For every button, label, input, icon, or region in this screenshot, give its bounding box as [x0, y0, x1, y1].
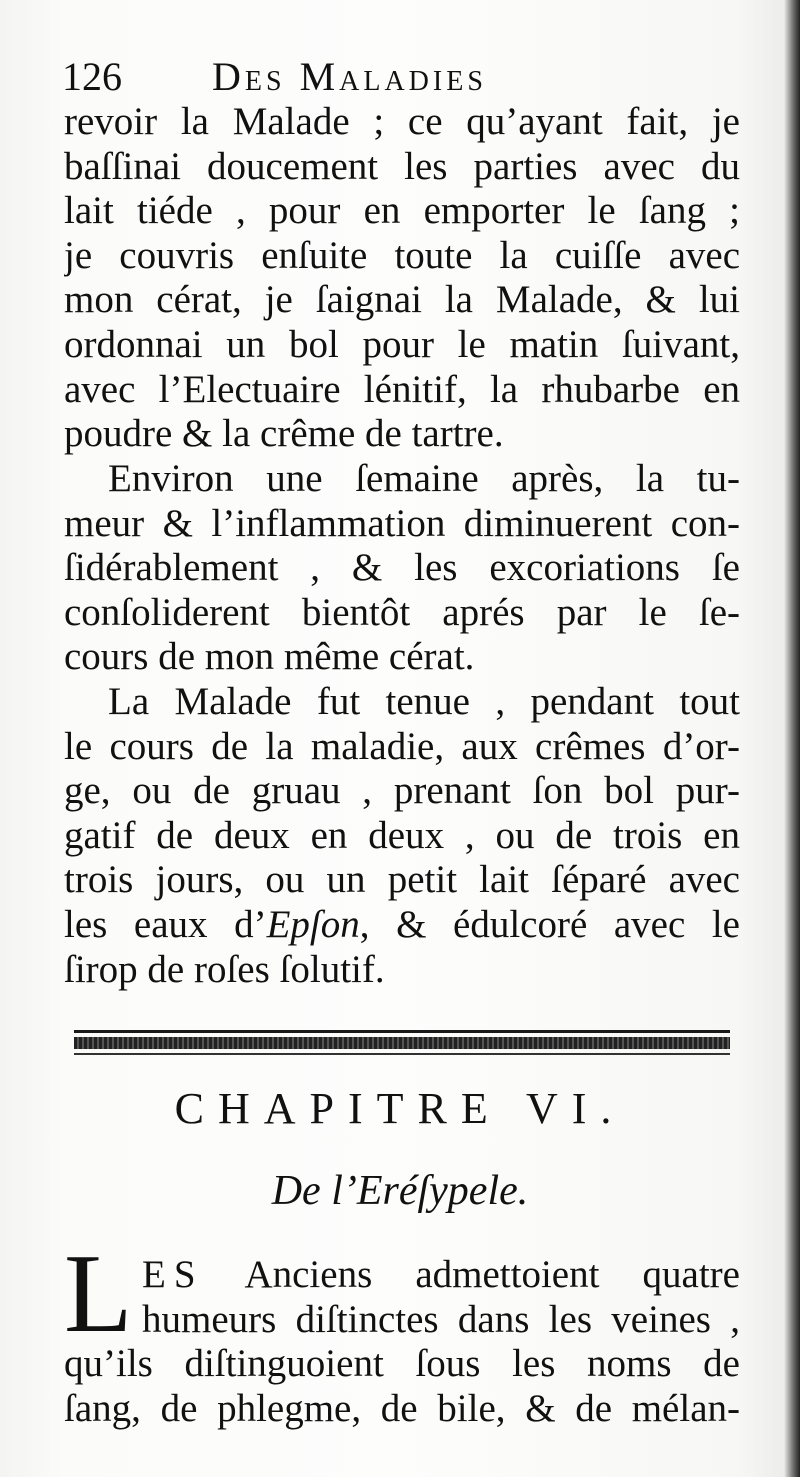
ornamental-rule-band	[74, 1037, 730, 1049]
text-line: poudre & la crême de tartre.	[64, 412, 504, 456]
first-word: ES	[142, 1253, 204, 1296]
text-line: cours de mon même cérat.	[64, 635, 475, 679]
chapter-subtitle: De l’Eréſypele.	[271, 1168, 529, 1214]
chapter-opening-paragraph	[64, 1253, 740, 1431]
text-line: lait tiéde , pour en emporter le ſang ;	[64, 189, 740, 233]
running-header	[62, 54, 742, 100]
chapter-title: CHAPITRE VI.	[174, 1084, 626, 1133]
text-line: le cours de la maladie, aux crêmes d’or-	[64, 724, 740, 768]
text-line: conſoliderent bientôt aprés par le ſe-	[64, 590, 740, 634]
paragraph-environ	[64, 457, 740, 680]
text-line: ge, ou de gruau , prenant ſon bol pur-	[64, 769, 740, 813]
text-line: je couvris enſuite toute la cuiſſe avec	[64, 233, 740, 277]
running-title: Des Maladies	[212, 54, 487, 99]
ornamental-rule-bottom	[74, 1053, 730, 1055]
text-line: ſidérablement , & les excoriations ſe	[64, 546, 740, 590]
text-line: mon cérat, je ſaignai la Malade, & lui	[64, 278, 740, 322]
text-line: qu’ils diſtinguoient ſous les noms de	[64, 1342, 740, 1386]
text-line: trois jours, ou un petit lait ſéparé avec	[64, 858, 740, 902]
text-line: revoir la Malade ; ce qu’ayant fait, je	[64, 100, 740, 143]
text-line: ſang, de phlegme, de bile, & de mélan-	[64, 1386, 740, 1430]
text-segment: les eaux d’	[64, 902, 267, 946]
text-line: humeurs diſtinctes dans les veines ,	[142, 1297, 740, 1341]
text-line: gatif de deux en deux , ou de trois en	[64, 813, 740, 857]
text-line: meur & l’inflammation diminuerent con-	[64, 501, 740, 545]
italic-place-name: Epſon	[266, 902, 360, 946]
ornamental-rule-top	[74, 1030, 730, 1033]
paragraph-la-malade	[64, 680, 740, 992]
text-line: ſirop de roſes ſolutif.	[64, 947, 385, 991]
text-segment: Anciens admettoient quatre	[244, 1253, 740, 1296]
text-line	[64, 1253, 740, 1298]
drop-cap: L	[64, 1246, 133, 1342]
text-line: Environ une ſemaine après, la tu-	[108, 457, 740, 500]
text-line: avec l’Electuaire lénitif, la rhubarbe en	[64, 367, 740, 411]
text-line: baſſinai doucement les parties avec du	[64, 144, 740, 188]
text-line: La Malade fut tenue , pendant tout	[108, 680, 740, 723]
text-line: ordonnai un bol pour le matin ſuivant,	[64, 322, 740, 366]
paragraph-continuation	[64, 100, 740, 457]
page-edge-shadow	[784, 0, 800, 1477]
page-number: 126	[62, 54, 122, 99]
text-line	[64, 903, 740, 948]
text-segment: , & édulcoré avec le	[359, 902, 740, 946]
